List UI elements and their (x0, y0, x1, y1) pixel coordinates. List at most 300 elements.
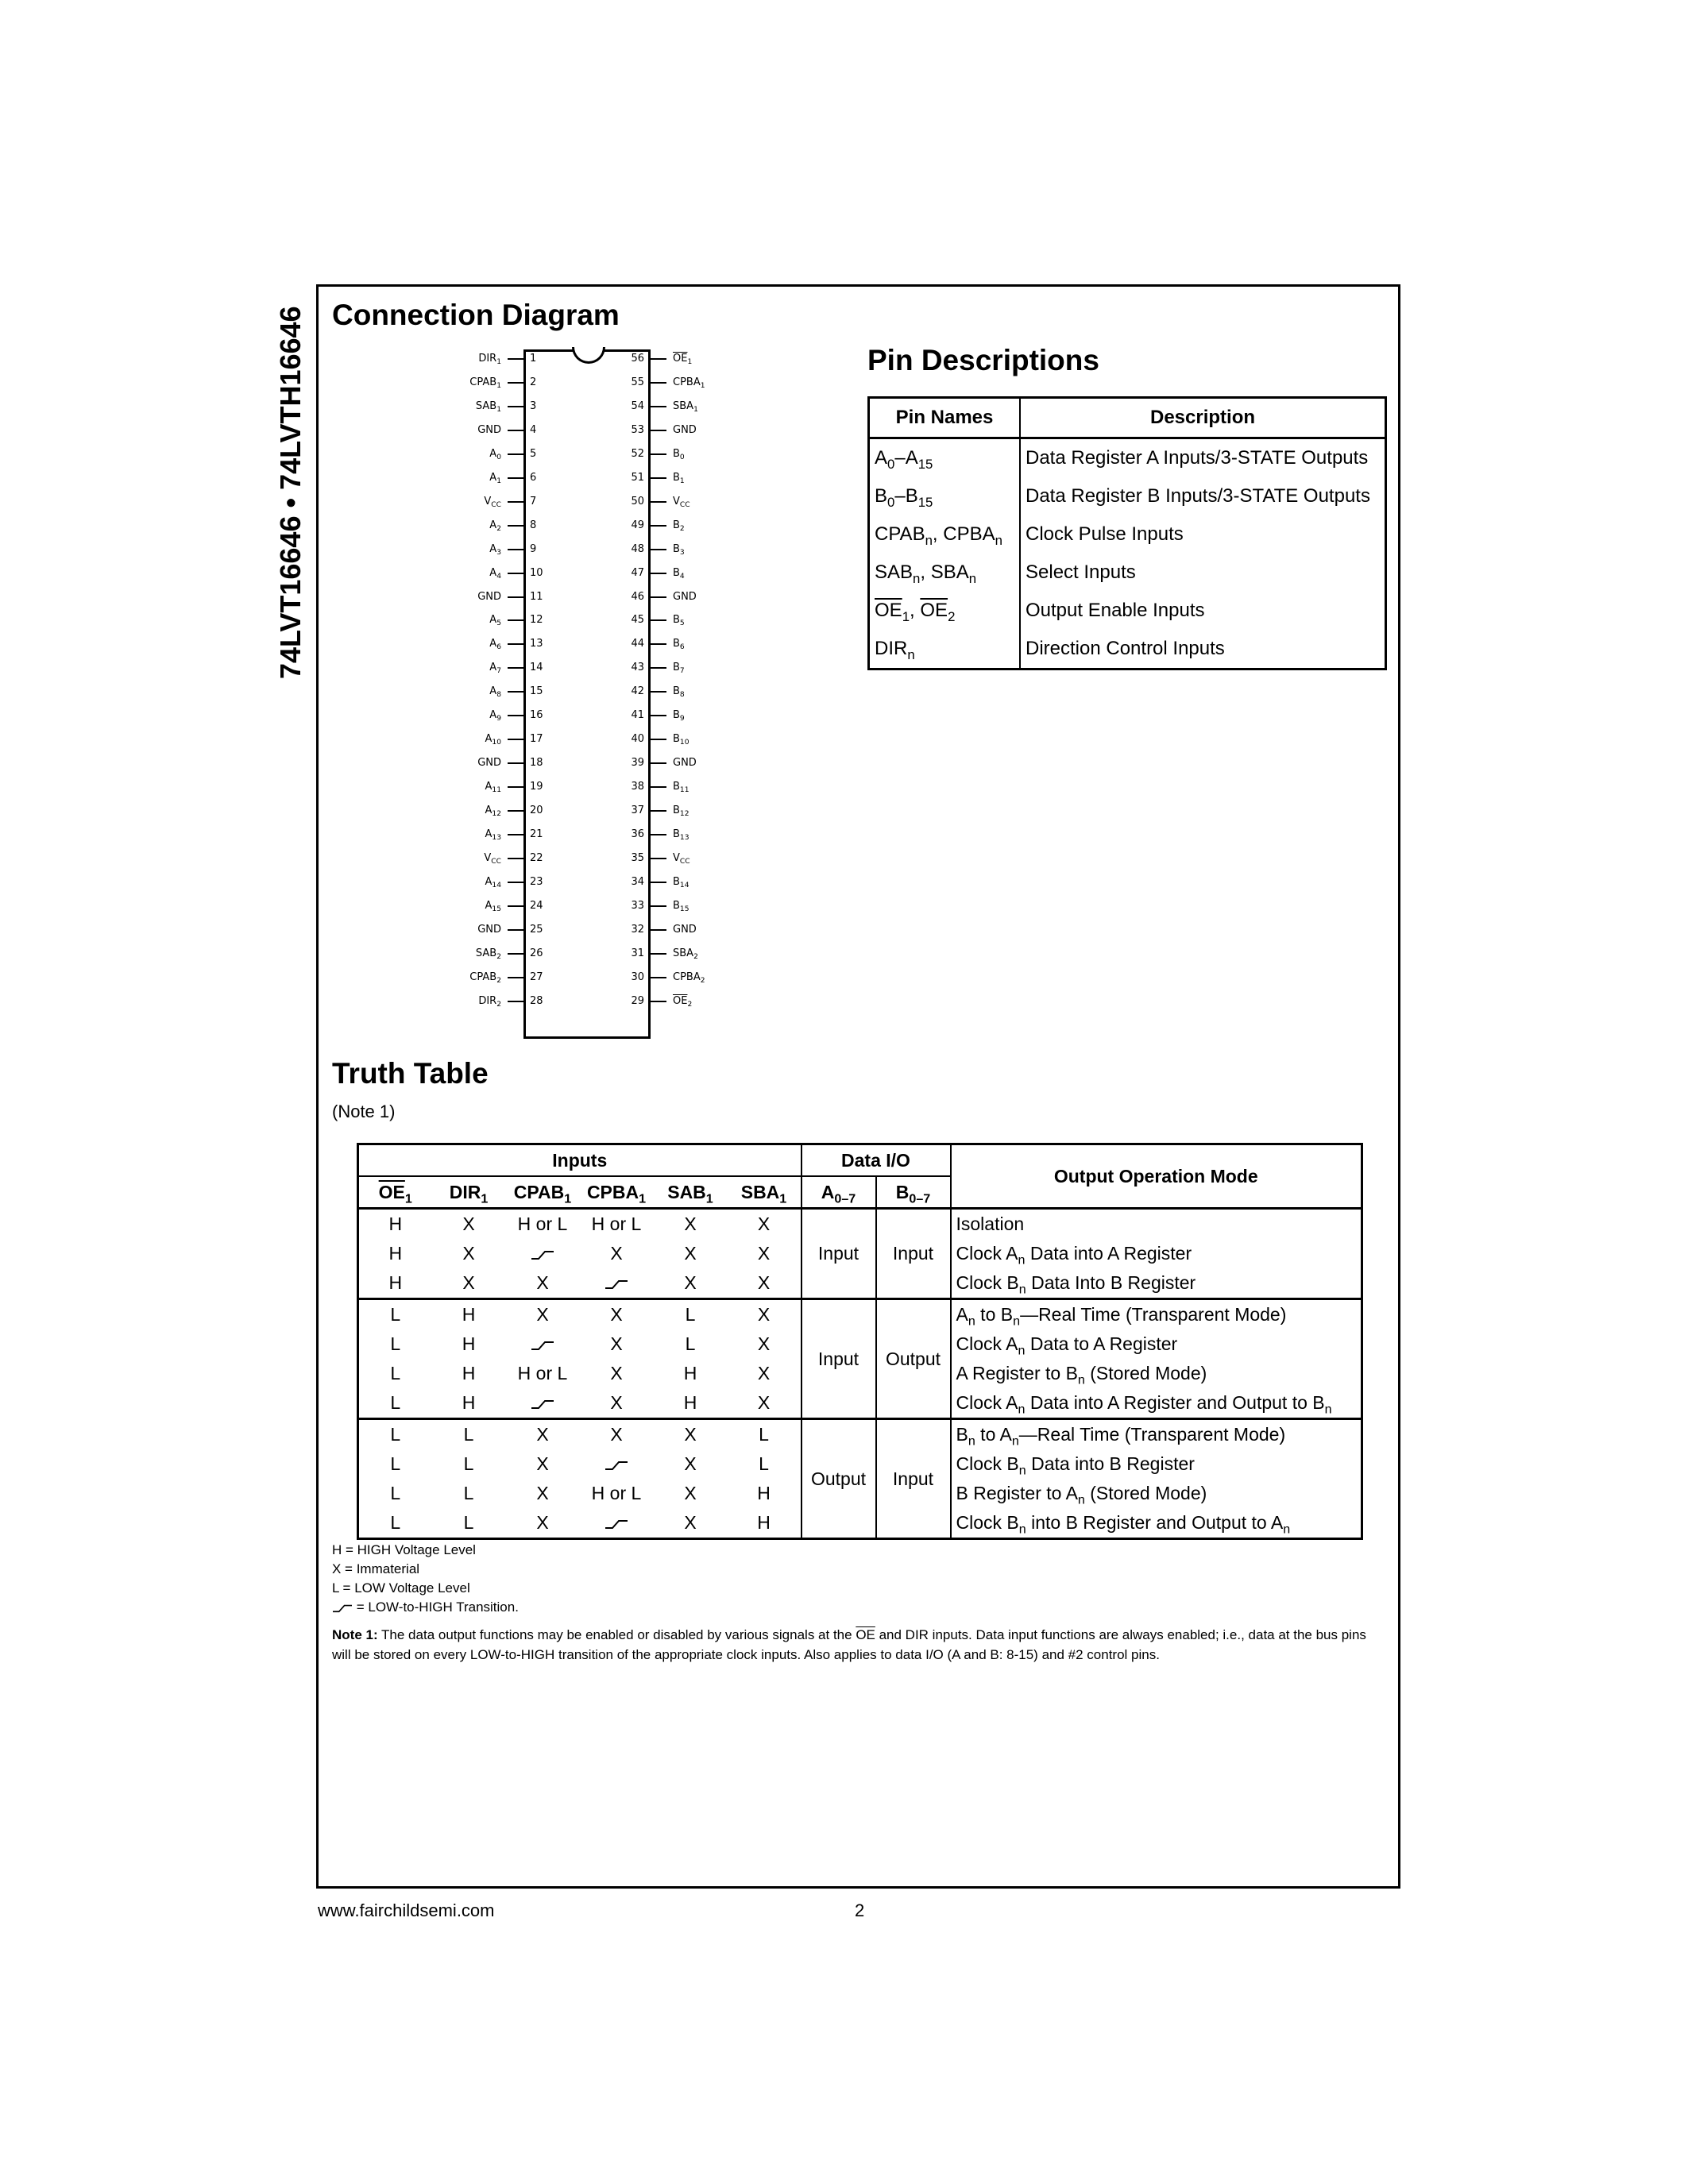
cell-sba: H (757, 1512, 771, 1533)
pin-38 (631, 775, 730, 799)
pin-48 (631, 538, 730, 561)
pin-name: $\overline{OE}_1$ (673, 353, 693, 367)
pin-31 (631, 942, 730, 966)
pin-name: $B_5$ (673, 614, 685, 628)
pin-number: 22 (530, 851, 543, 864)
cell-cpba: X (610, 1392, 623, 1413)
pin-name: $A_{11}$ (485, 781, 501, 795)
pin-lead (508, 596, 523, 598)
pin-11 (444, 585, 543, 609)
cell-oe: L (390, 1512, 401, 1533)
rising-edge-icon (531, 1249, 554, 1260)
pin-35 (631, 847, 730, 870)
pin-lead (651, 573, 666, 574)
pin-9 (444, 538, 537, 561)
pin-23 (444, 870, 543, 894)
header-b: $B_{0-7}$ (876, 1176, 951, 1209)
pin-18 (444, 751, 543, 775)
pin-number: 9 (530, 542, 537, 555)
pin-number: 36 (631, 828, 644, 840)
pin-55 (631, 371, 730, 395)
header-oe: $\overline{OE}_1$ (358, 1176, 432, 1209)
pin-lead (651, 382, 666, 384)
pin-number: 29 (631, 994, 644, 1007)
pin-name: $A_{13}$ (485, 828, 501, 843)
pin-lead (508, 477, 523, 479)
pin-number: 6 (530, 471, 537, 484)
cell-output-mode: Clock $A_n$ Data to A Register (951, 1329, 1362, 1359)
pin-description: Output Enable Inputs (1026, 600, 1205, 621)
pin-number: 33 (631, 899, 644, 912)
pin-number: 7 (530, 495, 537, 507)
pin-lead (508, 929, 523, 931)
pin-name: $A_0$ (489, 447, 501, 461)
pin-name: $CPBA_1$ (673, 376, 705, 391)
pin-number: 32 (631, 923, 644, 936)
pin-lead (508, 691, 523, 693)
pin-51 (631, 466, 730, 490)
pin-lead (651, 691, 666, 693)
pin-45 (631, 608, 730, 632)
legend-item: = LOW-to-HIGH Transition. (332, 1598, 519, 1617)
table-row (869, 630, 1386, 669)
cell-sba: L (759, 1453, 769, 1474)
truth-table-title: Truth Table (332, 1057, 489, 1090)
pin-number: 14 (530, 662, 543, 674)
pin-lead (508, 573, 523, 574)
pin-26 (444, 942, 543, 966)
pin-number: 48 (631, 542, 644, 555)
cell-sba: X (757, 1363, 771, 1383)
pin-name: $B_{13}$ (673, 828, 689, 843)
cell-dir: H (462, 1363, 476, 1383)
pin-lead (651, 406, 666, 407)
pin-41 (631, 704, 730, 727)
cell-a-io: Input (802, 1299, 876, 1419)
pin-name: $B_{15}$ (673, 899, 689, 914)
table-row (869, 438, 1386, 478)
pin-43 (631, 656, 730, 680)
pin-lead (651, 739, 666, 740)
cell-dir: X (462, 1272, 475, 1293)
pin-name: $A_7$ (489, 662, 501, 676)
pin-32 (631, 918, 730, 942)
pin-10 (444, 561, 543, 585)
cell-dir: X (462, 1243, 475, 1264)
pin-lead (651, 810, 666, 812)
pin-name: $\overline{OE}_2$ (673, 994, 693, 1009)
pin-number: 43 (631, 662, 644, 674)
pin-lead (651, 477, 666, 479)
cell-cpba: X (610, 1243, 623, 1264)
pin-number: 15 (530, 685, 543, 698)
pin-number: 47 (631, 566, 644, 579)
pin-name: $A_{14}$ (485, 875, 501, 890)
cell-a-io: Output (802, 1419, 876, 1539)
pin-52 (631, 442, 730, 466)
pin-name: $A_1$ (489, 471, 501, 485)
cell-b-io: Input (876, 1209, 951, 1299)
pin-descriptions-table (867, 396, 1387, 670)
pin-name: $\overline{OE}_1$, $\overline{OE}_2$ (869, 592, 1021, 630)
header-cpba: $CPBA_1$ (580, 1176, 654, 1209)
pin-number: 40 (631, 733, 644, 746)
pin-name: $A_5$ (489, 614, 501, 628)
legend-item: X = Immaterial (332, 1561, 420, 1576)
pin-name: $B_1$ (673, 471, 685, 485)
pin-lead (508, 643, 523, 645)
cell-output-mode: Clock $B_n$ into B Register and Output to $A_n$ (951, 1508, 1362, 1539)
pin-27 (444, 966, 543, 990)
cell-output-mode: $A_n$ to $B_n—Real$ Time (Transparent Mode) (951, 1299, 1362, 1330)
pin-24 (444, 894, 543, 918)
cell-dir: X (432, 1209, 506, 1240)
cell-oe: L (390, 1363, 401, 1383)
pin-37 (631, 799, 730, 823)
pin-21 (444, 823, 543, 847)
header-dir: $DIR_1$ (432, 1176, 506, 1209)
cell-cpba: X (580, 1299, 654, 1330)
cell-dir: H (462, 1333, 476, 1354)
cell-oe: L (390, 1392, 401, 1413)
cell-cpab: H or L (506, 1209, 580, 1240)
pin-lead (651, 977, 666, 978)
pin-number: 42 (631, 685, 644, 698)
pin-lead (651, 762, 666, 764)
pin-number: 25 (530, 923, 543, 936)
pin-name: $A_4$ (489, 566, 501, 581)
pin-13 (444, 632, 543, 656)
cell-oe: L (358, 1299, 432, 1330)
pin-name: $A_0-A_{15}$ (869, 438, 1021, 478)
pin-6 (444, 466, 537, 490)
pin-number: 52 (631, 447, 644, 460)
cell-output-mode: $B_n$ to $A_n—Real$ Time (Transparent Mode) (951, 1419, 1362, 1450)
pin-name: $B_{12}$ (673, 805, 689, 819)
pin-name: $B_{14}$ (673, 875, 689, 890)
cell-oe: H (388, 1272, 403, 1293)
cell-cpba: X (610, 1363, 623, 1383)
table-row (869, 515, 1386, 554)
cell-cpba (580, 1508, 654, 1539)
pin-number: 2 (530, 376, 537, 388)
cell-sba: H (757, 1483, 771, 1503)
cell-output-mode: Isolation (951, 1209, 1362, 1240)
pin-4 (444, 419, 537, 442)
cell-cpab: X (506, 1419, 580, 1450)
truth-table-legend (332, 1541, 519, 1617)
pin-name: GND (673, 590, 697, 603)
cell-cpab: X (536, 1453, 549, 1474)
pin-54 (631, 395, 730, 419)
cell-oe: L (390, 1333, 401, 1354)
pin-number: 37 (631, 805, 644, 817)
pin-7 (444, 490, 537, 514)
pin-name: $CPAB_1$ (469, 376, 501, 391)
cell-sab: X (684, 1483, 697, 1503)
pin-name: $A_3$ (489, 542, 501, 557)
pin-name: $A_{10}$ (485, 733, 501, 747)
cell-sba: L (728, 1419, 802, 1450)
pin-number: 8 (530, 519, 537, 531)
table-row (869, 554, 1386, 592)
cell-output-mode: Clock $B_n$ Data into B Register (951, 1449, 1362, 1479)
pin-lead (651, 905, 666, 907)
pin-number: 3 (530, 399, 537, 412)
pin-33 (631, 894, 730, 918)
pin-lead (508, 786, 523, 788)
rising-edge-icon (531, 1340, 554, 1351)
cell-sab: L (654, 1299, 728, 1330)
footer-url[interactable]: www.fairchildsemi.com (318, 1900, 495, 1920)
cell-cpab: X (536, 1512, 549, 1533)
pin-lead (508, 525, 523, 527)
pin-14 (444, 656, 543, 680)
pin-number: 55 (631, 376, 644, 388)
pin-name: $V_{CC}$ (673, 851, 690, 866)
cell-sba: X (757, 1392, 771, 1413)
pin-lead (651, 549, 666, 550)
header-a: $A_{0-7}$ (802, 1176, 876, 1209)
pin-name: $SBA_1$ (673, 399, 698, 415)
pin-2 (444, 371, 537, 395)
pin-name: $V_{CC}$ (484, 495, 501, 509)
cell-cpab: X (536, 1483, 549, 1503)
pin-lead (651, 929, 666, 931)
note-1: Note 1: The data output functions may be enabled or disabled by various signals at the $\overline{OE}$ and DIR inputs. Data input functions are always enabled; i.e., data at the bus pins will be stored on every LOW-to-HIGH transition of the appropriate clock inputs. Also applies to data I/O (A and B: 8-15) and #2 control pins. (332, 1627, 1366, 1662)
cell-sba: X (728, 1209, 802, 1240)
cell-oe: H (358, 1209, 432, 1240)
pin-name: $B_9$ (673, 709, 685, 723)
table-header-row (869, 398, 1386, 438)
pin-lead (651, 858, 666, 859)
pin-name: $CPAB_2$ (469, 970, 501, 985)
pin-name: $B_3$ (673, 542, 685, 557)
cell-sba: X (757, 1243, 771, 1264)
pin-number: 10 (530, 566, 543, 579)
pin-50 (631, 490, 730, 514)
cell-sba: X (728, 1299, 802, 1330)
pin-5 (444, 442, 537, 466)
pin-number: 53 (631, 423, 644, 436)
cell-oe: L (358, 1419, 432, 1450)
pin-name: $A_2$ (489, 519, 501, 533)
cell-cpba: X (610, 1333, 623, 1354)
pin-lead (508, 715, 523, 716)
cell-dir: L (463, 1512, 474, 1533)
pin-description: Direction Control Inputs (1026, 638, 1225, 659)
pin-44 (631, 632, 730, 656)
pin-lead (508, 977, 523, 978)
pin-name: $CPBA_2$ (673, 970, 705, 985)
header-sab: $SAB_1$ (654, 1176, 728, 1209)
table-row (358, 1209, 1362, 1240)
pin-name: $SAB_2$ (475, 947, 501, 961)
truth-table (357, 1143, 1363, 1540)
cell-output-mode: Clock $B_n$ Data Into B Register (951, 1268, 1362, 1299)
rising-edge-icon (605, 1460, 628, 1471)
pin-description: Clock Pulse Inputs (1026, 523, 1184, 545)
table-row (358, 1299, 1362, 1330)
pin-20 (444, 799, 543, 823)
cell-cpab (506, 1239, 580, 1268)
pin-name: GND (673, 423, 697, 436)
pin-number: 41 (631, 709, 644, 722)
pin-lead (651, 619, 666, 621)
pin-name: $SBA_2$ (673, 947, 698, 961)
pin-lead (508, 382, 523, 384)
header-output-mode: Output Operation Mode (951, 1144, 1362, 1209)
pin-name: $DIR_1$ (478, 353, 501, 367)
pin-19 (444, 775, 543, 799)
rising-edge-icon (605, 1279, 628, 1290)
cell-dir: H (432, 1299, 506, 1330)
pin-number: 19 (530, 781, 543, 793)
pin-name: $V_{CC}$ (484, 851, 501, 866)
pin-name: $B_0-B_{15}$ (869, 477, 1021, 515)
table-header-row (358, 1144, 1362, 1177)
pin-25 (444, 918, 543, 942)
pin-lead (508, 406, 523, 407)
pin-number: 46 (631, 590, 644, 603)
pin-number: 49 (631, 519, 644, 531)
pin-number: 51 (631, 471, 644, 484)
pin-name: $SAB_1$ (475, 399, 501, 415)
cell-cpba (580, 1268, 654, 1299)
pin-number: 31 (631, 947, 644, 959)
pin-name: $SAB_n$, $SBA_n$ (869, 554, 1021, 592)
connection-diagram-title: Connection Diagram (332, 299, 620, 331)
pin-8 (444, 514, 537, 538)
header-pin-names: Pin Names (869, 398, 1021, 438)
pin-number: 21 (530, 828, 543, 840)
pin-number: 50 (631, 495, 644, 507)
cell-cpab (506, 1329, 580, 1359)
pin-34 (631, 870, 730, 894)
pin-name: $V_{CC}$ (673, 495, 690, 509)
pin-lead (508, 834, 523, 835)
pin-17 (444, 727, 543, 751)
cell-sba: X (757, 1333, 771, 1354)
pin-22 (444, 847, 543, 870)
pin-lead (508, 858, 523, 859)
rising-edge-icon (332, 1603, 353, 1613)
cell-sab: X (684, 1453, 697, 1474)
pin-lead (508, 762, 523, 764)
cell-output-mode: B Register to $A_n$ (Stored Mode) (951, 1479, 1362, 1508)
pin-number: 27 (530, 970, 543, 983)
pin-name: GND (673, 757, 697, 770)
pin-53 (631, 419, 730, 442)
pin-name: $A_{12}$ (485, 805, 501, 819)
cell-oe: L (390, 1453, 401, 1474)
cell-cpba: X (580, 1419, 654, 1450)
pin-number: 24 (530, 899, 543, 912)
pin-number: 18 (530, 757, 543, 770)
pin-lead (651, 834, 666, 835)
pin-1 (444, 347, 537, 371)
pin-lead (508, 619, 523, 621)
pin-number: 16 (530, 709, 543, 722)
pin-lead (651, 882, 666, 883)
pin-lead (508, 453, 523, 455)
pin-lead (508, 667, 523, 669)
pin-description: Data Register B Inputs/3-STATE Outputs (1026, 485, 1370, 507)
cell-cpab: H or L (517, 1363, 568, 1383)
legend-item: L = LOW Voltage Level (332, 1580, 470, 1596)
pin-39 (631, 751, 730, 775)
pin-lead (651, 358, 666, 360)
cell-b-io: Output (876, 1299, 951, 1419)
pin-name: $CPAB_n$, $CPBA_n$ (869, 515, 1021, 554)
pin-47 (631, 561, 730, 585)
pin-number: 5 (530, 447, 537, 460)
pin-lead (651, 453, 666, 455)
pin-number: 45 (631, 614, 644, 627)
pin-name: GND (477, 757, 501, 770)
cell-dir: L (463, 1483, 474, 1503)
pin-number: 17 (530, 733, 543, 746)
cell-cpab (506, 1388, 580, 1419)
pin-28 (444, 990, 543, 1013)
note-reference: (Note 1) (332, 1102, 396, 1121)
pin-name: $A_8$ (489, 685, 501, 700)
cell-cpba (580, 1449, 654, 1479)
pin-number: 11 (530, 590, 543, 603)
pin-lead (508, 549, 523, 550)
pin-12 (444, 608, 543, 632)
pin-number: 1 (530, 353, 537, 365)
pin-lead (651, 430, 666, 431)
pin-lead (508, 739, 523, 740)
pin-lead (508, 1001, 523, 1002)
pin-number: 12 (530, 614, 543, 627)
cell-sab: X (654, 1419, 728, 1450)
pin-lead (651, 501, 666, 503)
table-row (358, 1419, 1362, 1450)
pin-name: $DIR_n$ (869, 630, 1021, 669)
pin-description: Select Inputs (1026, 561, 1136, 583)
pin-40 (631, 727, 730, 751)
cell-output-mode: A Register to $B_n$ (Stored Mode) (951, 1359, 1362, 1388)
cell-output-mode: Clock $A_n$ Data into A Register (951, 1239, 1362, 1268)
pin-15 (444, 680, 543, 704)
pin-name: $B_{10}$ (673, 733, 689, 747)
header-data-io: Data I/O (802, 1144, 951, 1177)
side-title: 74LVT16646 • 74LVTH16646 (274, 306, 307, 679)
cell-sab: L (685, 1333, 696, 1354)
pin-number: 20 (530, 805, 543, 817)
cell-oe: L (390, 1483, 401, 1503)
pin-number: 23 (530, 875, 543, 888)
pin-name: $B_6$ (673, 638, 685, 652)
pin-name: $B_4$ (673, 566, 685, 581)
pin-lead (651, 667, 666, 669)
pin-29 (631, 990, 730, 1013)
pin-lead (508, 953, 523, 955)
cell-sba: X (757, 1272, 771, 1293)
cell-dir: L (463, 1453, 474, 1474)
header-cpab: $CPAB_1$ (506, 1176, 580, 1209)
pin-lead (508, 358, 523, 360)
pin-lead (651, 1001, 666, 1002)
pin-description: Data Register A Inputs/3-STATE Outputs (1026, 447, 1369, 469)
table-row (869, 477, 1386, 515)
pin-number: 30 (631, 970, 644, 983)
pin-name: $B_8$ (673, 685, 685, 700)
page-number: 2 (855, 1900, 865, 1920)
cell-sab: X (684, 1512, 697, 1533)
